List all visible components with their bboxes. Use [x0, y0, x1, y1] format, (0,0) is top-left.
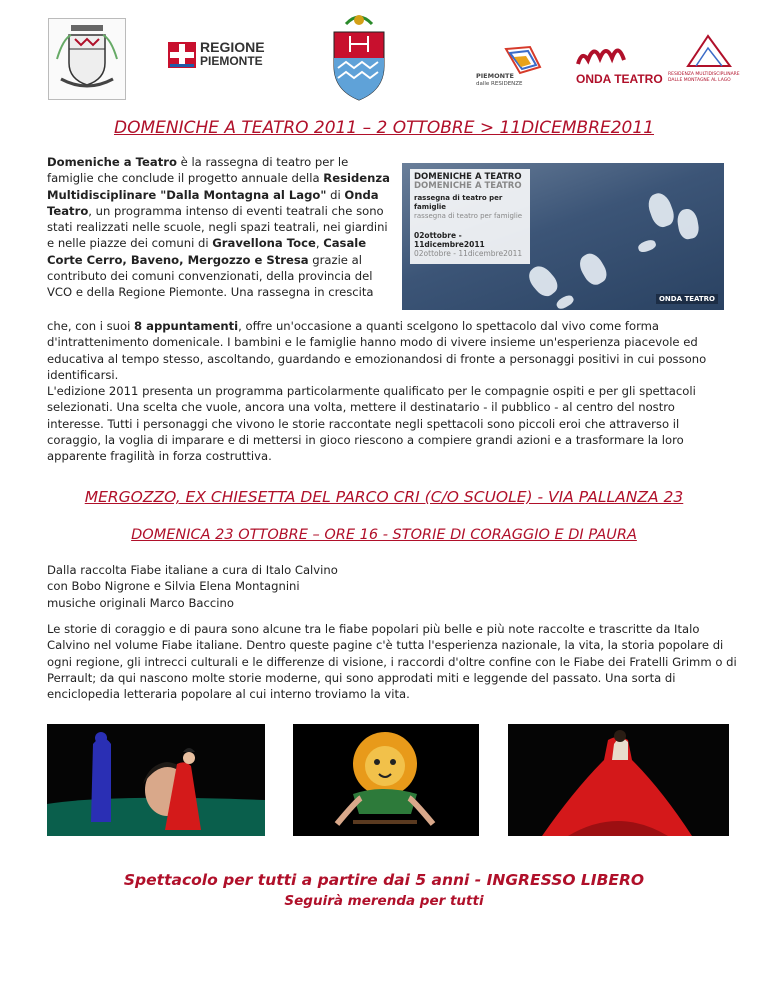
show-photo-lion [293, 724, 479, 836]
piemonte-res-sub: dalle RESIDENZE [476, 81, 523, 87]
credit-line: musiche originali Marco Baccino [47, 595, 234, 610]
poster-dates-echo: 02ottobre - 11dicembre2011 [414, 249, 523, 258]
credit-line: con Bobo Nigrone e Silvia Elena Montagnini [47, 579, 300, 594]
intro-edition-paragraph: L'edizione 2011 presenta un programma particolarmente qualificato per le compagnie ospiti e per gli spettacoli selezionati. Una scelta che vuole, ancora una volta, mettere il destinatario - il pubblico - al centro del nostro interesse. Tutti i personaggi che vivono le storie raccontate negli spettacoli sono piccoli eroi che attraverso il coraggio, la voglia di imparare e di mettersi in gioco riescono a compiere grandi azioni e a trasformare la loro apparente fragilità in forza costruttiva. [47, 384, 696, 464]
intro-bold-rassegna: Domeniche a Teatro [47, 155, 177, 169]
intro-bold-comuni: Casale Corte Cerro, Baveno, Mergozzo e Stresa [47, 236, 367, 267]
onda-sub: RESIDENZA MULTIDISCIPLINARE DALLE MONTAGNE AL LAGO [668, 72, 740, 83]
intro-bold-onda: Onda Teatro [47, 187, 379, 218]
comune-crest-logo [48, 18, 126, 100]
show-photo-puppets [47, 724, 265, 836]
poster-title-echo: DOMENICHE A TEATRO [414, 181, 522, 191]
piemonte-residenze-logo [476, 45, 546, 90]
poster-dates: 02ottobre - 11dicembre2011 [414, 231, 485, 249]
credits-block [47, 562, 647, 611]
venue-heading: MERGOZZO, EX CHIESETTA DEL PARCO CRI (C/O SCUOLE) - VIA PALLANZA 23 [84, 488, 684, 506]
intro-bold-appuntamenti: 8 appuntamenti [134, 319, 239, 333]
poster-title: DOMENICHE A TEATRO [414, 172, 522, 182]
regione-piemonte-logo [168, 38, 268, 74]
poster-logo: ONDA TEATRO [656, 294, 718, 304]
intro-bold-residenza: Residenza Multidisciplinare "Dalla Montagna al Lago" [47, 171, 390, 202]
intro-bold-gravellona: Gravellona Toce [212, 236, 316, 251]
intro-text: che, con i suoi [47, 319, 135, 333]
poster-subtitle: rassegna di teatro per famiglie [414, 194, 503, 211]
credit-line: Dalla raccolta Fiabe italiane a cura di Italo Calvino [47, 563, 338, 577]
intro-text: , [315, 236, 324, 251]
festival-poster-image [402, 163, 724, 310]
intro-text: , un programma intenso di eventi teatrali che sono stati realizzati nelle scuole, negli spazi teatrali, nei giardini e nelle piazze dei comuni di [47, 203, 388, 251]
regione-name: REGIONE [200, 39, 265, 55]
show-photo-red-dress [508, 724, 729, 836]
piemonte-res-name: PIEMONTE [476, 72, 514, 80]
intro-text: , offre un'occasione a quanti scelgono lo spettacolo dal vivo come forma d'intrattenimento domenicale. I bambini e le famiglie hanno modo di vivere insieme un'esperienza piacevole ed educativa al tempo stesso, ascoltando, guardando e emozionandosi di fronte a personaggi positivi in cui possono identificarsi. [47, 319, 707, 382]
poster-label [410, 169, 530, 264]
provincia-vco-crest-logo [328, 10, 390, 104]
page-title: DOMENICHE A TEATRO 2011 – 2 OTTOBRE > 11DICEMBRE2011 [113, 118, 655, 138]
onda-teatro-logo [576, 34, 744, 92]
merenda-note: Seguirà merenda per tutti [284, 893, 484, 909]
intro-text: di [326, 187, 345, 202]
poster-subtitle-echo: rassegna di teatro per famiglie [414, 212, 523, 220]
intro-continued [47, 318, 735, 465]
event-heading: DOMENICA 23 OTTOBRE – ORE 16 - STORIE DI CORAGGIO E DI PAURA [131, 527, 637, 543]
intro-text: grazie al contributo dei comuni convenzionati, della provincia del VCO e della Regione Piemonte. Una rassegna in crescita [47, 252, 374, 300]
audience-info: Spettacolo per tutti a partire dai 5 anni - INGRESSO LIBERO [123, 871, 645, 889]
story-paragraph: Le storie di coraggio e di paura sono alcune tra le fiabe popolari più belle e più note raccolte e trascritte da Italo Calvino nel volume Fiabe italiane. Dentro queste pagine c'è tutta l'esperienza nazionale, la vita, la storia popolare di ogni regione, gli intrecci culturali e le differenze di visione, i raccordi d'oltre confine con le Fiabe dei Fratelli Grimm o di Perrault; da qui nascono molte storie moderne, qui sono approdati miti e leggende del passato. Una sorta di enciclopedia letteraria popolare al cui interno troviamo la vita. [47, 622, 737, 702]
regione-subname: PIEMONTE [200, 54, 263, 68]
intro-text: è la rassegna di teatro per le famiglie che conclude il progetto annuale della [47, 155, 349, 186]
intro-paragraph [47, 154, 392, 301]
onda-name: ONDA TEATRO [576, 72, 663, 86]
